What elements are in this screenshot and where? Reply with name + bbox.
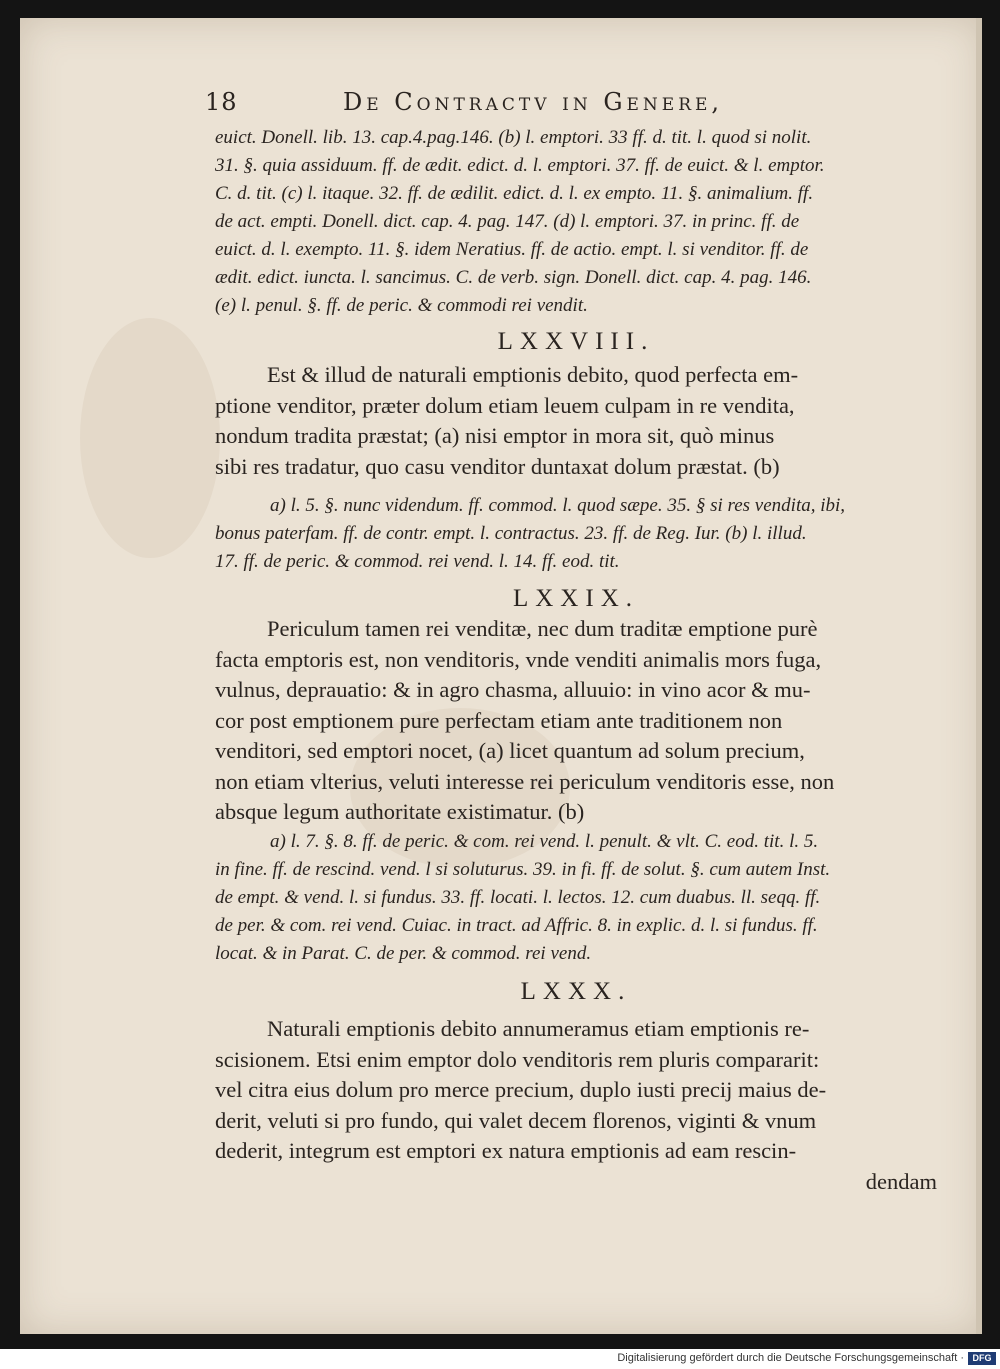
body-line: non etiam vlterius, veluti interesse rei periculum venditoris esse, non xyxy=(215,768,835,794)
section-footnotes xyxy=(215,492,937,576)
section-body xyxy=(215,360,937,482)
body-line: sibi res tradatur, quo casu venditor duntaxat dolum præstat. (b) xyxy=(215,453,780,479)
note-line: a) l. 5. §. nunc videndum. ff. commod. l. quod sæpe. 35. § si res vendita, ibi, xyxy=(270,495,846,516)
note-line: 31. §. quia assiduum. ff. de ædit. edict. d. l. emptori. 37. ff. de euict. & l. emptor. xyxy=(215,155,825,176)
running-title: De Contractv in Genere, xyxy=(343,88,724,116)
catchword: dendam xyxy=(865,1168,937,1194)
digitization-footer xyxy=(0,1349,1000,1369)
body-line: vel citra eius dolum pro merce precium, duplo iusti precij maius de- xyxy=(215,1077,827,1102)
note-line: C. d. tit. (c) l. itaque. 32. ff. de ædilit. edict. d. l. ex empto. 11. §. animalium. ff. xyxy=(215,183,814,204)
section-body xyxy=(215,614,937,828)
section-heading: LXXX. xyxy=(520,978,632,1005)
body-line: scisionem. Etsi enim emptor dolo venditoris rem pluris compararit: xyxy=(215,1046,820,1072)
body-line: dederit, integrum est emptori ex natura emptionis ad eam rescin- xyxy=(215,1138,797,1163)
funding-notice: Digitalisierung gefördert durch die Deutsche Forschungsgemeinschaft · xyxy=(617,1352,964,1364)
page-number: 18 xyxy=(205,88,238,116)
body-line: Periculum tamen rei venditæ, nec dum traditæ emptione purè xyxy=(267,616,818,641)
body-line: cor post emptionem pure perfectam etiam ante traditionem non xyxy=(215,707,783,733)
section-heading: LXXIX. xyxy=(512,585,639,612)
note-line: bonus paterfam. ff. de contr. empt. l. contractus. 23. ff. de Reg. Iur. (b) l. illud. xyxy=(215,523,807,544)
body-line: Est & illud de naturali emptionis debito, quod perfecta em- xyxy=(267,362,799,387)
note-line: 17. ff. de peric. & commod. rei vend. l. 14. ff. eod. tit. xyxy=(215,551,620,572)
dfg-logo-icon: DFG xyxy=(968,1352,996,1365)
body-line: facta emptoris est, non venditoris, vnde venditi animalis mors fuga, xyxy=(215,646,822,672)
section-heading: LXXVIII. xyxy=(497,328,655,355)
body-line: Naturali emptionis debito annumeramus etiam emptionis re- xyxy=(267,1016,810,1041)
body-line: venditori, sed emptori nocet, (a) licet quantum ad solum precium, xyxy=(215,738,805,763)
note-line: locat. & in Parat. C. de per. & commod. rei vend. xyxy=(215,943,592,964)
note-line: de per. & com. rei vend. Cuiac. in tract. ad Affric. 8. in explic. d. l. si fundus. ff. xyxy=(215,915,818,936)
page-edge xyxy=(976,18,982,1334)
body-line: ptione venditor, præter dolum etiam leuem culpam in re vendita, xyxy=(215,392,795,418)
note-line: euict. Donell. lib. 13. cap.4.pag.146. (b) l. emptori. 33 ff. d. tit. l. quod si nolit. xyxy=(215,127,812,148)
note-line: euict. d. l. exempto. 11. §. idem Neratius. ff. de actio. empt. l. si venditor. ff. de xyxy=(215,239,809,260)
section-body xyxy=(215,1014,937,1197)
body-line: absque legum authoritate existimatur. (b) xyxy=(215,799,585,824)
note-line: de empt. & vend. l. si fundus. 33. ff. locati. l. lectos. 12. cum duabus. ll. seqq. ff. xyxy=(215,887,821,908)
body-line: nondum tradita præstat; (a) nisi emptor in mora sit, quò minus xyxy=(215,423,775,448)
body-line: derit, veluti si pro fundo, qui valet decem florenos, viginti & vnum xyxy=(215,1107,817,1133)
note-line: (e) l. penul. §. ff. de peric. & commodi rei vendit. xyxy=(215,295,588,316)
note-line: de act. empti. Donell. dict. cap. 4. pag. 147. (d) l. emptori. 37. in princ. ff. de xyxy=(215,211,800,232)
note-line: ædit. edict. iuncta. l. sancimus. C. de verb. sign. Donell. dict. cap. 4. pag. 146. xyxy=(215,267,812,288)
note-line: in fine. ff. de rescind. vend. l si soluturus. 39. in fi. ff. de solut. §. cum autem Inst. xyxy=(215,859,831,880)
footnotes-continued xyxy=(215,124,937,320)
note-line: a) l. 7. §. 8. ff. de peric. & com. rei vend. l. penult. & vlt. C. eod. tit. l. 5. xyxy=(270,831,819,852)
body-line: vulnus, deprauatio: & in agro chasma, alluuio: in vino acor & mu- xyxy=(215,677,811,702)
paper-stain xyxy=(80,318,220,558)
section-footnotes xyxy=(215,828,937,968)
